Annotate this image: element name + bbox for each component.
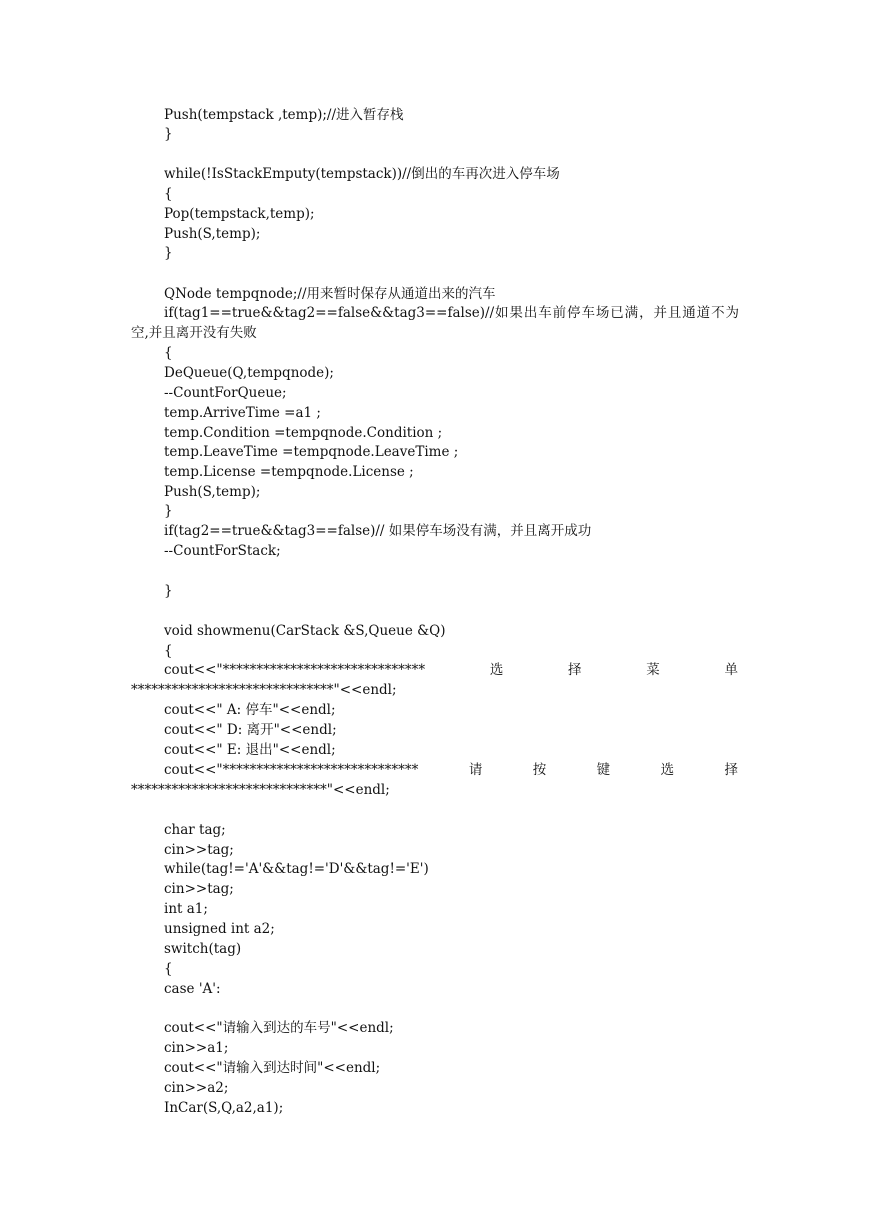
menu-prompt-stars: cout<<"***************************** — [164, 762, 419, 778]
code-line: { — [164, 186, 173, 202]
menu-prompt-line — [164, 760, 738, 780]
code-line: cin>>tag; — [164, 842, 234, 858]
code-line: Push(S,temp); — [164, 226, 261, 242]
menu-title-line — [164, 660, 738, 680]
code-line: temp.ArriveTime =a1 ; — [164, 405, 321, 421]
code-line: cin>>a1; — [164, 1040, 229, 1056]
menu-prompt-char: 键 — [596, 762, 611, 778]
code-line: while(!IsStackEmputy(tempstack))//倒出的车再次进入停车场 — [164, 166, 560, 182]
code-line: { — [164, 961, 173, 977]
code-line: Push(tempstack ,temp);//进入暂存栈 — [164, 107, 404, 123]
code-line: } — [164, 245, 173, 261]
code-line: cout<<"请输入到达的车号"<<endl; — [164, 1020, 394, 1036]
code-line: DeQueue(Q,tempqnode); — [164, 365, 334, 381]
code-line: cout<<"请输入到达时间"<<endl; — [164, 1060, 381, 1076]
code-line: temp.LeaveTime =tempqnode.LeaveTime ; — [164, 444, 459, 460]
code-line: QNode tempqnode;//用来暂时保存从通道出来的汽车 — [164, 286, 496, 302]
code-line: temp.License =tempqnode.License ; — [164, 464, 414, 480]
menu-title-char: 择 — [568, 662, 582, 678]
code-line: { — [164, 345, 173, 361]
code-line: cout<<" E: 退出"<<endl; — [164, 742, 336, 758]
code-line: switch(tag) — [164, 941, 242, 957]
code-line: cin>>tag; — [164, 881, 234, 897]
code-line: Push(S,temp); — [164, 484, 261, 500]
code-line: case 'A': — [164, 981, 221, 997]
code-line: } — [164, 126, 173, 142]
menu-title-char: 菜 — [646, 662, 660, 678]
menu-prompt-char: 请 — [468, 762, 483, 778]
code-line: temp.Condition =tempqnode.Condition ; — [164, 425, 443, 441]
menu-prompt-char: 按 — [532, 762, 547, 778]
code-line: { — [164, 643, 173, 659]
code-line: cout<<" D: 离开"<<endl; — [164, 722, 337, 738]
code-line: cout<<" A: 停车"<<endl; — [164, 702, 336, 718]
code-line: --CountForStack; — [164, 543, 281, 559]
code-line: Pop(tempstack,temp); — [164, 206, 315, 222]
menu-prompt-char: 择 — [724, 762, 738, 778]
menu-prompt-char: 选 — [660, 762, 675, 778]
code-line: } — [164, 583, 173, 599]
menu-title-stars: cout<<"****************************** — [164, 662, 426, 678]
code-line: cin>>a2; — [164, 1080, 229, 1096]
code-line: InCar(S,Q,a2,a1); — [164, 1100, 284, 1116]
menu-title-char: 单 — [724, 662, 738, 678]
menu-prompt-continuation: *****************************"<<endl; — [131, 782, 390, 798]
menu-title-char: 选 — [489, 662, 504, 678]
code-line: char tag; — [164, 822, 226, 838]
code-line: int a1; — [164, 901, 208, 917]
code-line: if(tag2==true&&tag3==false)// 如果停车场没有满，并且离开成功 — [164, 523, 592, 539]
code-line: } — [164, 503, 173, 519]
code-line: --CountForQueue; — [164, 385, 287, 401]
code-line: unsigned int a2; — [164, 921, 275, 937]
menu-title-continuation: ******************************"<<endl; — [131, 682, 397, 698]
code-line-wrapped: if(tag1==true&&tag2==false&&tag3==false)//如果出车前停车场已满，并且通道不为空,并且离开没有失败 — [131, 305, 739, 341]
code-line: void showmenu(CarStack &S,Queue &Q) — [164, 623, 446, 639]
code-line: while(tag!='A'&&tag!='D'&&tag!='E') — [164, 861, 429, 877]
